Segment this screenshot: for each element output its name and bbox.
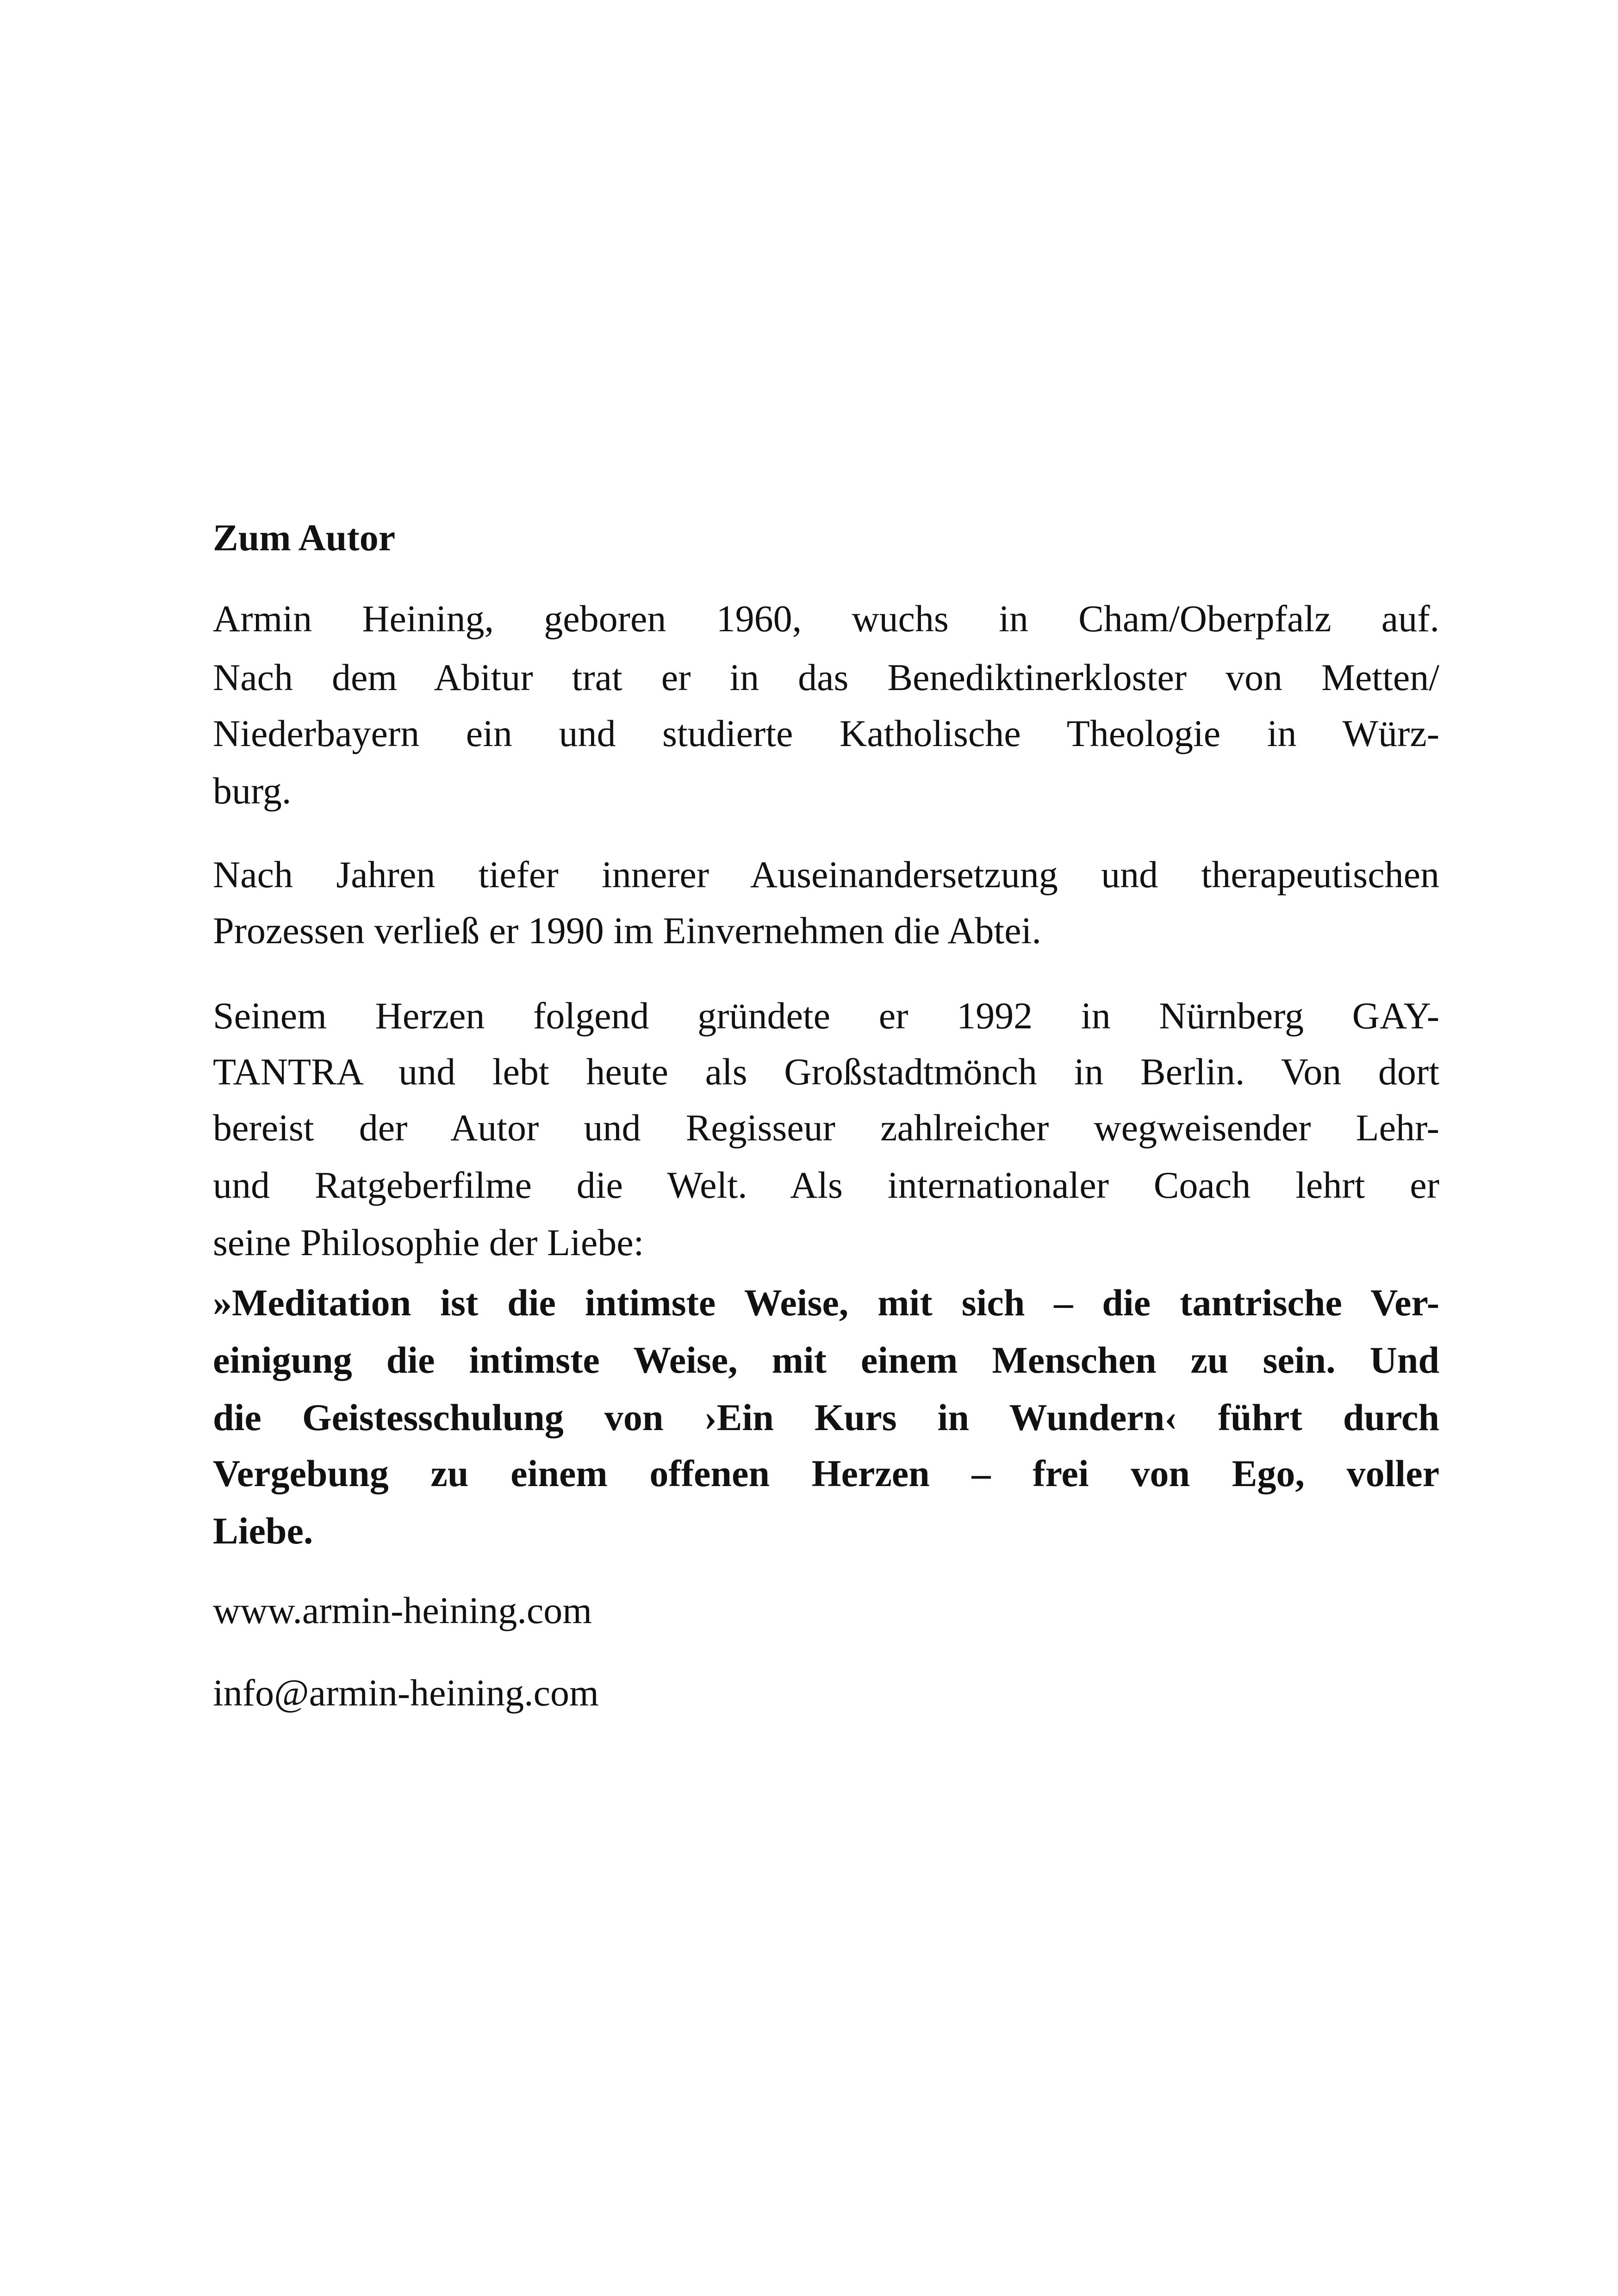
section-heading: Zum Autor <box>213 516 396 559</box>
text-line: »Meditation ist die intimste Weise, mit sich – die tantrische Ver- <box>213 1282 1439 1324</box>
text-line: Niederbayern ein und studierte Katholische Theologie in Würz- <box>213 712 1439 754</box>
text-line: Vergebung zu einem offenen Herzen – frei von Ego, voller <box>213 1452 1439 1494</box>
text-line: TANTRA und lebt heute als Großstadtmönch in Berlin. Von dort <box>213 1051 1439 1093</box>
text-line: seine Philosophie der Liebe: <box>213 1221 644 1263</box>
text-line: Prozessen verließ er 1990 im Einvernehmen die Abtei. <box>213 909 1041 952</box>
text-line: burg. <box>213 770 292 812</box>
text-line: die Geistesschulung von ›Ein Kurs in Wundern‹ führt durch <box>213 1396 1439 1438</box>
text-line: Nach dem Abitur trat er in das Benediktinerkloster von Metten/ <box>213 656 1439 698</box>
text-line: und Ratgeberfilme die Welt. Als internationaler Coach lehrt er <box>213 1164 1439 1206</box>
text-line: Liebe. <box>213 1510 313 1552</box>
text-line: einigung die intimste Weise, mit einem Menschen zu sein. Und <box>213 1339 1439 1381</box>
text-line: Seinem Herzen folgend gründete er 1992 in Nürnberg GAY- <box>213 995 1439 1037</box>
text-line: Armin Heining, geboren 1960, wuchs in Cham/Oberpfalz auf. <box>213 597 1439 640</box>
text-line: bereist der Autor und Regisseur zahlreicher wegweisender Lehr- <box>213 1107 1439 1149</box>
website-link[interactable]: www.armin-heining.com <box>213 1589 592 1631</box>
text-line: Nach Jahren tiefer innerer Auseinandersetzung und therapeutischen <box>213 853 1439 896</box>
email-link[interactable]: info@armin-heining.com <box>213 1672 599 1714</box>
